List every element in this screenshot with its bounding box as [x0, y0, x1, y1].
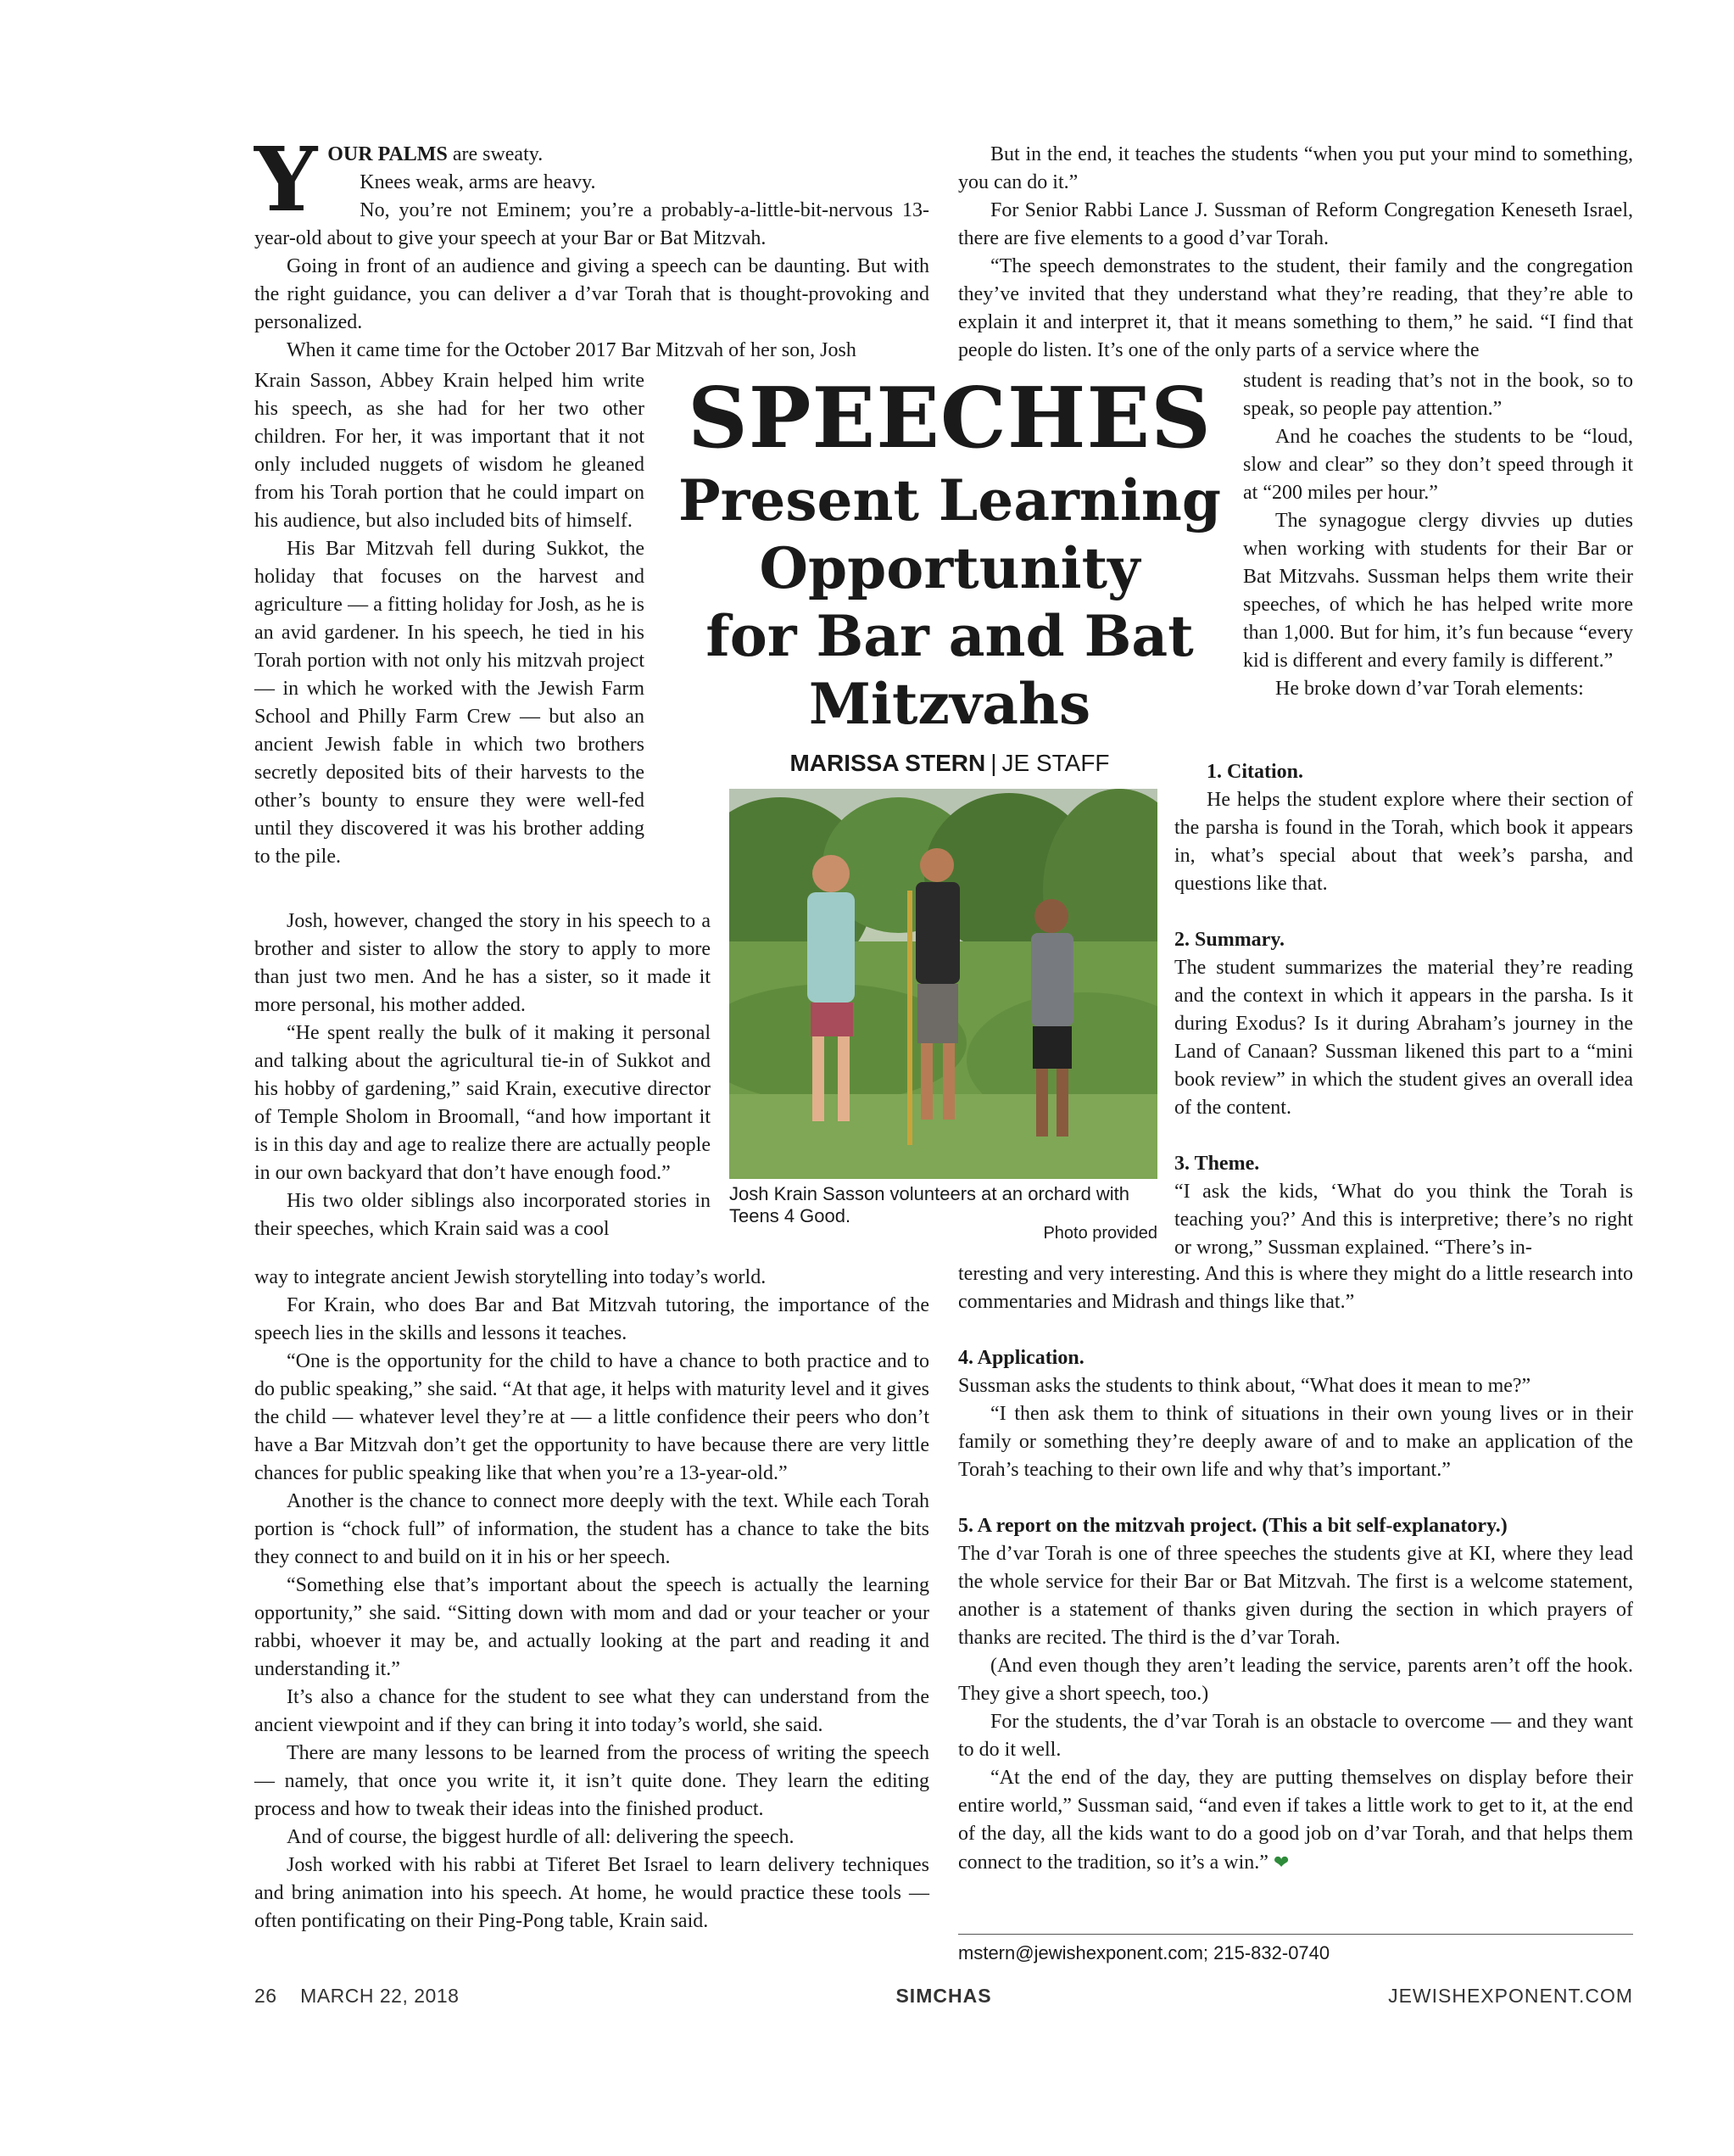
contact-divider [958, 1934, 1633, 1935]
paragraph: Josh, however, changed the story in his speech to a brother and sister to allow the story to apply to more than just two men. And he has a sister, so it made it more personal, his mother added. [254, 910, 711, 1016]
page-footer [254, 1985, 1633, 2010]
element-heading-3: 3. Theme. [1174, 1153, 1260, 1175]
site-name: JEWISHEXPONENT.COM [1388, 1985, 1633, 2007]
paragraph: Josh worked with his rabbi at Tiferet Bet Israel to learn delivery techniques and bring animation into his speech. At home, he would practice these tools — often pontificating on their Ping-Pong table, Krain said. [254, 1854, 929, 1932]
article-column-right-bottom [958, 1260, 1633, 1877]
paragraph: His two older siblings also incorporated stories in their speeches, which Krain said was a cool [254, 1190, 711, 1240]
photo-credit: Photo provided [1043, 1224, 1157, 1243]
paragraph: “I ask the kids, ‘What do you think the Torah is teaching you?’ And this is interpretive; there’s no right or wrong,” Sussman explained. “There’s in- [1174, 1181, 1633, 1259]
author-contact: mstern@jewishexponent.com; 215-832-0740 [958, 1942, 1330, 1963]
paragraph: When it came time for the October 2017 Bar Mitzvah of her son, Josh [287, 339, 856, 361]
photo-caption: Josh Krain Sasson volunteers at an orchard with Teens 4 Good. [729, 1183, 1130, 1226]
article-column-right-narrow [1243, 367, 1633, 703]
article-column-right-top [958, 141, 1633, 365]
author-name: MARISSA STERN [789, 750, 986, 776]
paragraph: For the students, the d’var Torah is an obstacle to overcome — and they want to do it well. [958, 1711, 1633, 1761]
paragraph: teresting and very interesting. And this is where they might do a little research into commentaries and Midrash and things like that.” [958, 1263, 1633, 1313]
drop-cap: Y [254, 127, 318, 232]
paragraph: His Bar Mitzvah fell during Sukkot, the holiday that focuses on the harvest and agriculture — a fitting holiday for Josh, as he is an avid gardener. In his speech, he tied in his Torah portion with not only his mitzvah project — in which he worked with the Jewish Farm School and Philly Farm Crew — but also an ancient Jewish fable in which two brothers secretly deposited bits of their harvests to the other’s bounty to ensure they were well-fed until they discovered it was his brother adding to the pile. [254, 538, 644, 868]
article-column-left-top [254, 127, 929, 365]
paragraph: Sussman asks the students to think about, “What does it mean to me?” [958, 1375, 1531, 1397]
headline [653, 371, 1246, 738]
page-number: 26 [254, 1985, 277, 2007]
paragraph: He helps the student explore where their section of the parsha is found in the Torah, which book it appears in, what’s special about that week’s parsha, and questions like that. [1174, 789, 1633, 895]
lead-in: OUR PALMS [327, 143, 448, 165]
headline-line-2: Present Learning [677, 467, 1222, 533]
lead-line-2: Knees weak, arms are heavy. [360, 171, 596, 193]
headline-line-5: Mitzvahs [808, 671, 1091, 737]
headline-line-4: for Bar and Bat [705, 603, 1194, 669]
paragraph: way to integrate ancient Jewish storytelling into today’s world. [254, 1266, 767, 1288]
paragraph: Krain Sasson, Abbey Krain helped him write his speech, as she had for her two other children. For her, it was important that it not only included nuggets of wisdom he gleaned from his Torah portion that he could impart on his audience, but also included bits of himself. [254, 370, 644, 532]
element-heading-4: 4. Application. [958, 1347, 1084, 1369]
heart-icon: ❤ [1273, 1852, 1290, 1873]
byline-separator: | [990, 750, 997, 776]
paragraph: And of course, the biggest hurdle of all: delivering the speech. [287, 1826, 795, 1848]
element-heading-5: 5. A report on the mitzvah project. (This a bit self-explanatory.) [958, 1515, 1508, 1537]
paragraph: He broke down d’var Torah elements: [1275, 678, 1584, 700]
photo-image [729, 789, 1157, 1179]
paragraph: There are many lessons to be learned from the process of writing the speech — namely, that once you write it, it isn’t quite done. They learn the editing process and how to tweak their ideas into the finished product. [254, 1742, 929, 1820]
article-column-right-mid [1174, 758, 1633, 1262]
issue-date: MARCH 22, 2018 [300, 1985, 460, 2007]
paragraph: “The speech demonstrates to the student, their family and the congregation they’ve invited that they understand what they’re reading, that they’re able to explain it and interpret it, that it means something to them,” he said. “I find that people do listen. It’s one of the only parts of a service where the [958, 255, 1633, 361]
paragraph: But in the end, it teaches the students “when you put your mind to something, you can do it.” [958, 143, 1633, 193]
paragraph: “I then ask them to think of situations in their own young lives or in their family or something they’re deeply aware of and to make an application of the Torah’s teaching to their own life and why that’s important.” [958, 1403, 1633, 1481]
section-name: SIMCHAS [895, 1985, 992, 2007]
article-photo [729, 789, 1157, 1179]
lead-text: are sweaty. [447, 143, 544, 165]
paragraph: And he coaches the students to be “loud, slow and clear” so they don’t speed through it at “200 miles per hour.” [1243, 426, 1633, 504]
lead-paragraph [254, 141, 929, 169]
element-heading-2: 2. Summary. [1174, 929, 1285, 951]
paragraph: The student summarizes the material they’re reading and the context in which it appears in the parsha. Is it during Exodus? Is it during Abraham’s journey in the Land of Canaan? Sussman likened this part to a “mini book review” in which the student gives an overall idea of the content. [1174, 957, 1633, 1119]
paragraph: Going in front of an audience and giving a speech can be daunting. But with the right guidance, you can deliver a d’var Torah that is thought-provoking and personalized. [254, 255, 929, 333]
byline [729, 750, 1170, 777]
lead-line-3: No, you’re not Eminem; you’re a probably-a-little-bit-nervous 13-year-old about to give your speech at your Bar or Bat Mitzvah. [254, 199, 929, 249]
element-heading-1: 1. Citation. [1207, 761, 1303, 783]
paragraph: It’s also a chance for the student to see what they can understand from the ancient viewpoint and if they can bring it into today’s world, she said. [254, 1686, 929, 1736]
headline-line-1: SPEECHES [688, 370, 1212, 467]
paragraph: (And even though they aren’t leading the service, parents aren’t off the hook. They give a short speech, too.) [958, 1655, 1633, 1705]
paragraph: Another is the chance to connect more deeply with the text. While each Torah portion is “chock full” of information, the student has a chance to take the bits they connect to and build on it in his or her speech. [254, 1490, 929, 1568]
headline-line-3: Opportunity [759, 535, 1140, 601]
article-column-left-mid [254, 908, 711, 1243]
closing-paragraph [958, 1764, 1633, 1877]
paragraph: For Krain, who does Bar and Bat Mitzvah tutoring, the importance of the speech lies in the skills and lessons it teaches. [254, 1294, 929, 1344]
paragraph: For Senior Rabbi Lance J. Sussman of Reform Congregation Keneseth Israel, there are five elements to a good d’var Torah. [958, 199, 1633, 249]
article-column-left-bottom [254, 1264, 929, 1935]
closing-text: “At the end of the day, they are putting themselves on display before their entire world,” Sussman said, “and even if takes a little work to get to it, at the end of the day, all the kids want to do a good job on d’var Torah, and that helps them connect to the tradition, so it’s a win.” [958, 1767, 1633, 1874]
article-column-left-narrow [254, 367, 644, 871]
paragraph: The synagogue clergy divvies up duties when working with students for their Bar or Bat Mitzvahs. Sussman helps them write their speeches, of which he has helped write more than 1,000. But for him, it’s fun because “every kid is different and every family is different.” [1243, 510, 1633, 672]
paragraph: “He spent really the bulk of it making it personal and talking about the agricultural tie-in of Sukkot and his hobby of gardening,” said Krain, executive director of Temple Sholom in Broomall, “and how important it is in this day and age to realize there are actually people in our own backyard that don’t have enough food.” [254, 1022, 711, 1184]
paragraph: “One is the opportunity for the child to have a chance to both practice and to do public speaking,” she said. “At that age, it helps with maturity level and it gives the child — whatever level they’re at — a little confidence their peers who don’t have a Bar Mitzvah don’t get the opportunity to have because there are very little chances for public speaking like that when you’re a 13-year-old.” [254, 1350, 929, 1484]
author-role: JE STAFF [1001, 750, 1110, 776]
paragraph: The d’var Torah is one of three speeches the students give at KI, where they lead the whole service for their Bar or Bat Mitzvah. The first is a welcome statement, another is a statement of thanks given during the section in which prayers of thanks are recited. The third is the d’var Torah. [958, 1543, 1633, 1649]
paragraph: student is reading that’s not in the book, so to speak, so people pay attention.” [1243, 370, 1633, 420]
paragraph: “Something else that’s important about the speech is actually the learning opportunity,” she said. “Sitting down with mom and dad or your teacher or your rabbi, whoever it may be, and actually looking at the part and reading it and understanding it.” [254, 1574, 929, 1680]
